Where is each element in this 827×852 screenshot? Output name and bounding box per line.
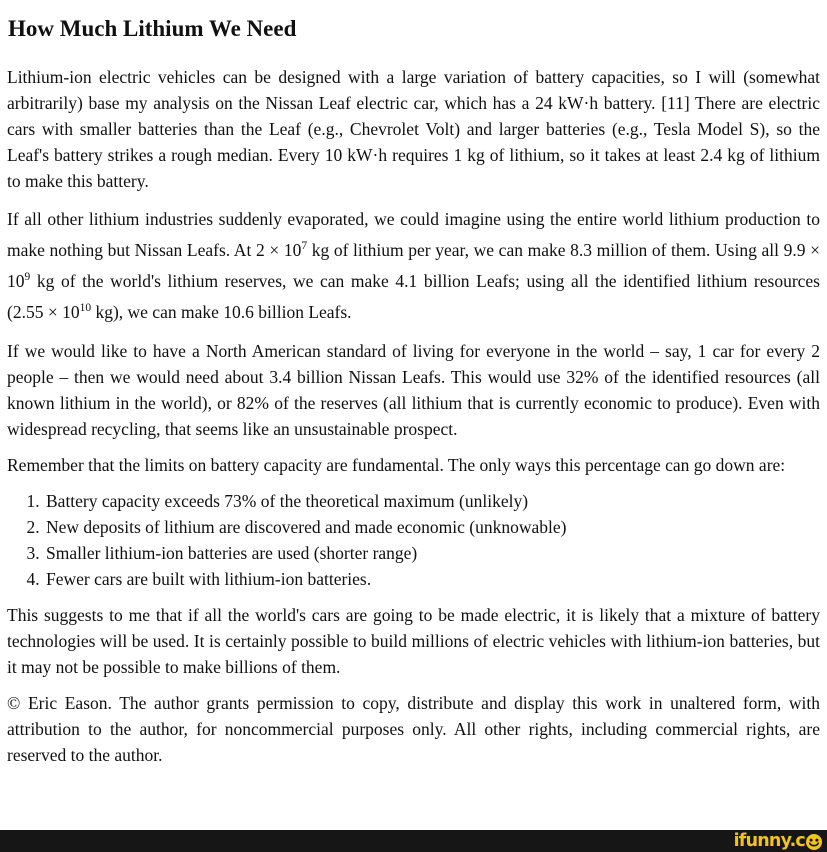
- list-item-new-deposits: 2. New deposits of lithium are discovered and made economic (unknowable): [44, 514, 820, 540]
- paragraph-conclusion: This suggests to me that if all the world's cars are going to be made electric, it is likely that a mixture of battery technologies will be used. It is certainly possible to build millions of electric vehicles with lithium-ion batteries, but it may not be possible to make billions of them.: [7, 605, 820, 677]
- paragraph-limits-fundamental: Remember that the limits on battery capacity are fundamental. The only ways this percentage can go down are:: [7, 455, 786, 475]
- ifunny-logo: [734, 830, 822, 852]
- reasons-list: [7, 488, 820, 592]
- page-title: How Much Lithium We Need: [8, 16, 297, 41]
- list-item-fewer-cars: 4. Fewer cars are built with lithium-ion batteries.: [44, 566, 820, 592]
- text-segment: If all other lithium industries suddenly evaporated, we could imagine using the entire world lithium production to make nothing but Nissan Leafs. At 2 × 10: [7, 209, 820, 260]
- ifunny-logo-text: ifunny.c: [733, 831, 805, 851]
- watermark-bar: [0, 830, 827, 852]
- text-segment: kg), we can make 10.6 billion Leafs.: [91, 302, 352, 322]
- exponent-superscript: 9: [24, 271, 31, 283]
- text-segment: kg of the world's lithium reserves, we can make 4.1 billion Leafs; using all the identified lithium resources (2.55 × 10: [7, 271, 820, 322]
- exponent-superscript: 7: [301, 240, 308, 252]
- exponent-superscript: 10: [79, 302, 92, 314]
- paragraph-copyright: © Eric Eason. The author grants permission to copy, distribute and display this work in unaltered form, with attribution to the author, for noncommercial purposes only. All other rights, including commercial rights, are reserved to the author.: [7, 693, 820, 765]
- paragraph-world-production: [7, 204, 820, 328]
- list-item-battery-capacity: 1. Battery capacity exceeds 73% of the theoretical maximum (unlikely): [44, 488, 820, 514]
- list-item-smaller-batteries: 3. Smaller lithium-ion batteries are used (shorter range): [44, 540, 820, 566]
- paragraph-battery-capacity: Lithium-ion electric vehicles can be designed with a large variation of battery capacities, so I will (somewhat arbitrarily) base my analysis on the Nissan Leaf electric car, which has a 24 kW·h battery. [11] There are electric cars with smaller batteries than the Leaf (e.g., Chevrolet Volt) and larger batteries (e.g., Tesla Model S), so the Leaf's battery strikes a rough median. Every 10 kW·h requires 1 kg of lithium, so it takes at least 2.4 kg of lithium to make this battery.: [7, 67, 820, 191]
- paragraph-north-american-standard: If we would like to have a North American standard of living for everyone in the world – say, 1 car for every 2 people – then we would need about 3.4 billion Nissan Leafs. This would use 32% of the identified resources (all known lithium in the world), or 82% of the reserves (all lithium that is currently economic to produce). Even with widespread recycling, that seems like an unsustainable prospect.: [7, 341, 820, 439]
- smiley-o-icon: [806, 834, 822, 850]
- text-segment: kg of lithium per year, we can make 8.3 million of them. Using all 9.9 × 10: [7, 240, 820, 291]
